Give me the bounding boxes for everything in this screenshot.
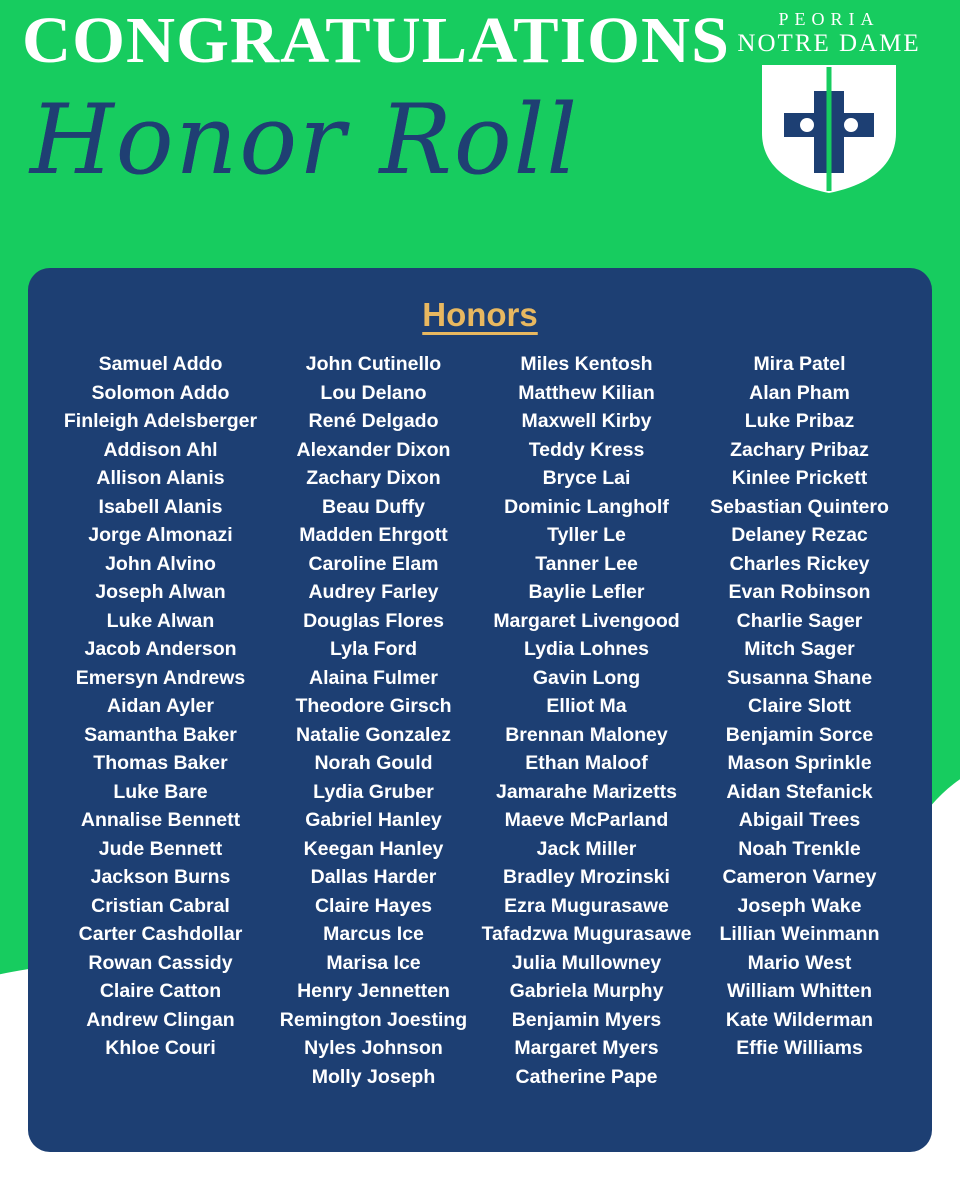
honor-roll-name: Lydia Lohnes <box>524 638 649 660</box>
honor-roll-name: Molly Joseph <box>311 1065 436 1088</box>
honor-roll-name: Henry Jennetten <box>297 980 450 1002</box>
script-subtitle: Honor Roll <box>30 84 580 196</box>
honor-roll-name: Claire Slott <box>748 695 851 717</box>
honor-roll-name: Kinlee Prickett <box>731 467 868 489</box>
logo-line-2: NOTRE DAME <box>737 29 921 57</box>
honor-roll-name: Ezra Mugurasawe <box>504 894 669 917</box>
logo-line-1: PEORIA <box>778 9 880 29</box>
school-logo <box>734 10 924 195</box>
honor-roll-name: Charles Rickey <box>729 552 870 575</box>
honor-roll-name: Finleigh Adelsberger <box>63 410 258 432</box>
honor-roll-name: Emersyn Andrews <box>75 666 246 689</box>
honor-roll-name: Noah Trenkle <box>738 837 861 860</box>
honor-roll-name: Gabriela Murphy <box>509 980 664 1002</box>
honor-roll-name: Evan Robinson <box>728 581 871 603</box>
honor-roll-name: Remington Joesting <box>279 1008 468 1031</box>
honor-roll-name: Cameron Varney <box>722 866 877 888</box>
honor-roll-name: Aidan Stefanick <box>726 780 873 803</box>
honor-roll-name: Lillian Weinmann <box>719 923 880 945</box>
honor-roll-name: Susanna Shane <box>726 666 873 689</box>
honor-roll-name: René Delgado <box>308 410 439 432</box>
honor-roll-name: Alaina Fulmer <box>309 666 438 689</box>
honor-roll-name: Tafadzwa Mugurasawe <box>481 923 692 945</box>
honor-roll-name: Jackson Burns <box>90 866 231 888</box>
honor-roll-name: Solomon Addo <box>91 381 230 404</box>
honor-roll-name: Zachary Pribaz <box>730 438 869 461</box>
honor-roll-name: Dominic Langholf <box>504 495 669 518</box>
shield-cross-icon <box>754 61 904 196</box>
honor-roll-name: Benjamin Sorce <box>725 723 874 746</box>
honor-roll-name: Carter Cashdollar <box>78 923 243 945</box>
honor-roll-name: Alexander Dixon <box>296 438 451 461</box>
honor-roll-name: Nyles Johnson <box>304 1037 443 1059</box>
honor-roll-name: Julia Mullowney <box>511 951 662 974</box>
names-columns <box>28 350 932 1091</box>
honor-roll-name: John Alvino <box>105 552 216 575</box>
honor-roll-name: Khloe Couri <box>105 1037 216 1059</box>
honor-roll-name: Jude Bennett <box>98 837 223 860</box>
honor-roll-name: Douglas Flores <box>303 609 444 632</box>
honor-roll-name: Tanner Lee <box>535 552 638 575</box>
honor-roll-name: Lou Delano <box>320 381 427 404</box>
honor-roll-name: Zachary Dixon <box>306 467 441 489</box>
honor-roll-name: Miles Kentosh <box>520 353 653 375</box>
honor-roll-name: Beau Duffy <box>322 495 425 518</box>
honor-roll-name: Jorge Almonazi <box>88 524 233 546</box>
honor-roll-name: Baylie Lefler <box>528 581 645 603</box>
honor-roll-name: Margaret Livengood <box>493 609 680 632</box>
honor-roll-name: Benjamin Myers <box>511 1008 662 1031</box>
honor-roll-name: Gabriel Hanley <box>305 809 442 831</box>
names-column-4 <box>693 350 906 1091</box>
honor-roll-name: Keegan Hanley <box>303 837 444 860</box>
honor-roll-name: Claire Catton <box>99 980 222 1002</box>
names-column-3 <box>480 350 693 1091</box>
honor-roll-name: Luke Pribaz <box>744 410 855 432</box>
honor-roll-name: Natalie Gonzalez <box>296 723 451 746</box>
honor-roll-name: Luke Bare <box>113 780 208 803</box>
honor-roll-name: Tyller Le <box>547 524 626 546</box>
honor-roll-name: Audrey Farley <box>308 581 439 603</box>
honor-roll-name: Bradley Mrozinski <box>503 866 670 888</box>
honor-roll-name: Luke Alwan <box>106 609 215 632</box>
names-column-1 <box>54 350 267 1091</box>
honor-roll-name: Dallas Harder <box>310 866 437 888</box>
honor-roll-name: Matthew Kilian <box>518 381 655 404</box>
honor-roll-name: Margaret Myers <box>514 1037 659 1059</box>
honor-roll-name: Mitch Sager <box>744 638 855 660</box>
honor-roll-name: Alan Pham <box>749 381 850 404</box>
honor-roll-name: Jacob Anderson <box>84 638 237 660</box>
honors-panel <box>28 268 932 1152</box>
honor-roll-name: Teddy Kress <box>528 438 645 461</box>
honor-roll-name: Bryce Lai <box>542 467 631 489</box>
honor-roll-name: Effie Williams <box>736 1037 863 1059</box>
honor-roll-name: Elliot Ma <box>546 695 627 717</box>
honor-roll-name: Brennan Maloney <box>505 723 668 746</box>
honor-roll-name: Claire Hayes <box>314 894 433 917</box>
honor-roll-name: Andrew Clingan <box>86 1008 235 1031</box>
honor-roll-name: Kate Wilderman <box>725 1008 874 1031</box>
honor-roll-name: Gavin Long <box>532 666 641 689</box>
honor-roll-name: Madden Ehrgott <box>299 524 448 546</box>
honor-roll-name: Samuel Addo <box>98 353 223 375</box>
honor-roll-name: Maxwell Kirby <box>521 410 652 432</box>
honor-roll-name: Abigail Trees <box>738 809 861 831</box>
honor-roll-name: Mira Patel <box>753 353 846 375</box>
honor-roll-name: Annalise Bennett <box>80 809 241 831</box>
honor-roll-name: Marcus Ice <box>323 923 424 945</box>
honor-roll-name: Lyla Ford <box>329 638 418 660</box>
honor-roll-name: Addison Ahl <box>103 438 218 461</box>
honor-roll-name: William Whitten <box>727 980 872 1002</box>
honor-roll-name: Thomas Baker <box>93 752 228 774</box>
honor-roll-name: Samantha Baker <box>84 723 237 746</box>
honor-roll-name: Caroline Elam <box>308 552 439 575</box>
honor-roll-name: Cristian Cabral <box>91 894 230 917</box>
honor-roll-name: Norah Gould <box>314 752 433 774</box>
honor-roll-name: Catherine Pape <box>515 1065 658 1088</box>
honor-roll-name: Theodore Girsch <box>295 695 452 717</box>
honor-roll-name: Rowan Cassidy <box>88 951 233 974</box>
page-title: CONGRATULATIONS <box>22 4 730 77</box>
honor-roll-name: Marisa Ice <box>326 951 421 974</box>
panel-title: Honors <box>422 296 538 333</box>
honor-roll-name: Joseph Wake <box>737 894 862 917</box>
honor-roll-name: John Cutinello <box>305 353 442 375</box>
honor-roll-name: Allison Alanis <box>96 467 225 489</box>
honor-roll-name: Jack Miller <box>536 837 637 860</box>
names-column-2 <box>267 350 480 1091</box>
honor-roll-name: Jamarahe Marizetts <box>495 780 677 803</box>
honor-roll-name: Aidan Ayler <box>107 695 214 717</box>
honor-roll-name: Mason Sprinkle <box>727 752 872 774</box>
honor-roll-name: Maeve McParland <box>504 809 669 831</box>
honor-roll-name: Sebastian Quintero <box>710 495 889 518</box>
honor-roll-name: Ethan Maloof <box>525 752 648 774</box>
honor-roll-name: Lydia Gruber <box>313 780 434 803</box>
honor-roll-name: Mario West <box>747 951 852 974</box>
honor-roll-name: Delaney Rezac <box>731 524 868 546</box>
honor-roll-name: Joseph Alwan <box>95 581 226 603</box>
honor-roll-name: Charlie Sager <box>736 609 863 632</box>
honor-roll-name: Isabell Alanis <box>98 495 223 518</box>
